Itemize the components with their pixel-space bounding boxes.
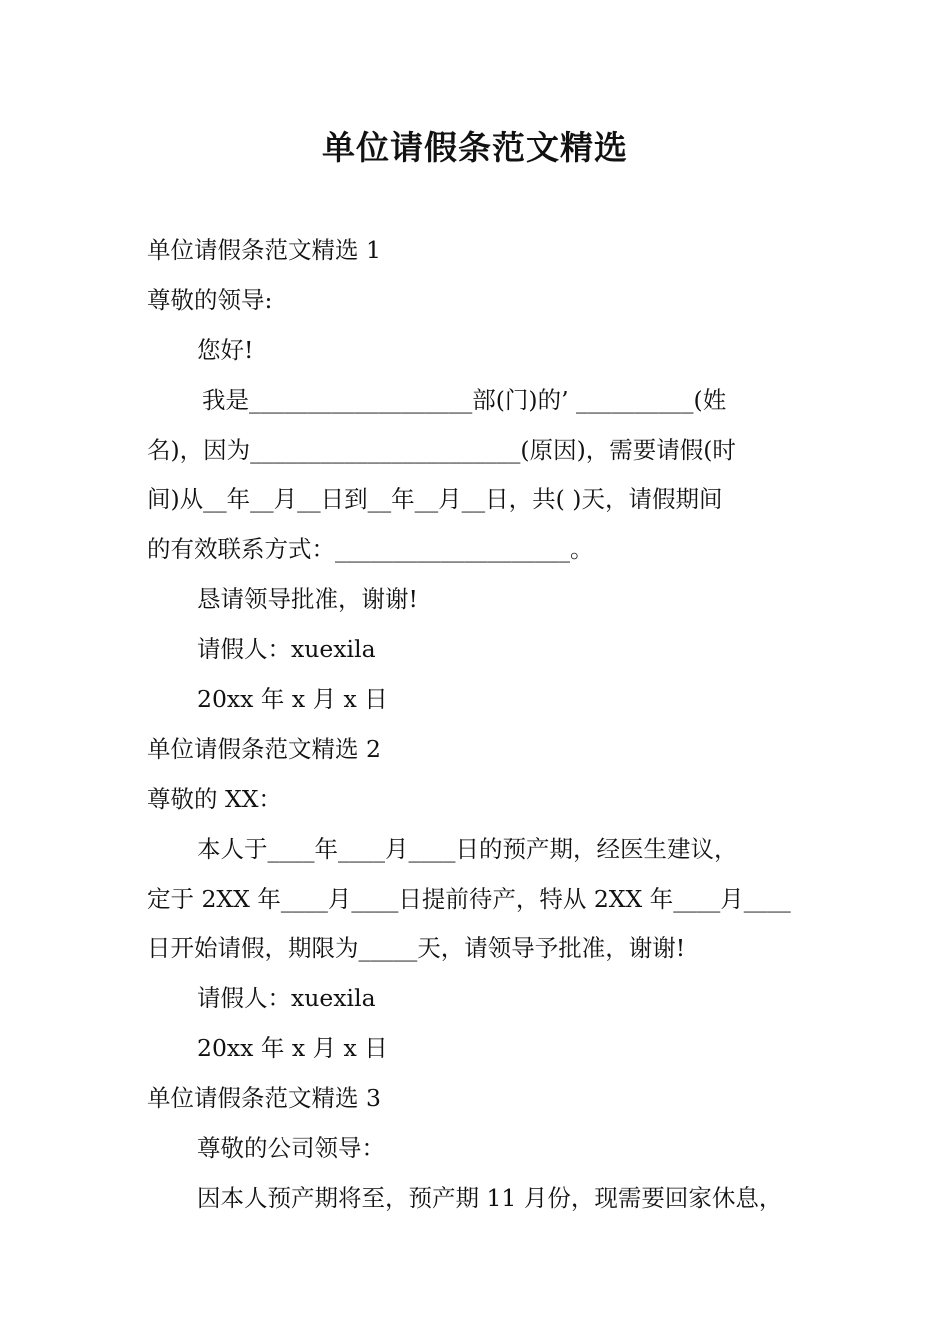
signature-date-1: 20xx 年 x 月 x 日 [197,685,388,714]
paragraph-line: 名)，因为_______________________(原因)，需要请假(时 [147,435,736,464]
paragraph-line: 日开始请假，期限为_____天，请领导予批准，谢谢! [147,934,686,963]
paragraph-line: 因本人预产期将至，预产期 11 月份，现需要回家休息， [197,1183,783,1212]
signature-name-1: 请假人：xuexila [197,635,376,664]
salutation-2: 尊敬的 XX： [147,784,282,813]
paragraph-line: 定于 2XX 年____月____日提前待产，特从 2XX 年____月____ [147,884,791,913]
greeting-1: 您好! [197,335,254,364]
request-line-1: 恳请领导批准，谢谢! [197,585,418,614]
salutation-3: 尊敬的公司领导： [197,1134,385,1163]
document-body [147,226,812,1224]
salutation-1: 尊敬的领导: [147,285,273,314]
section-heading-3: 单位请假条范文精选 3 [147,1084,381,1113]
paragraph-line: 的有效联系方式：____________________。 [147,535,594,564]
paragraph-line: 我是___________________部(门)的’ __________(姓 [202,385,727,414]
signature-date-2: 20xx 年 x 月 x 日 [197,1034,388,1063]
section-heading-2: 单位请假条范文精选 2 [147,734,381,763]
paragraph-line: 间)从__年__月__日到__年__月__日，共( )天，请假期间 [147,485,723,514]
paragraph-line: 本人于____年____月____日的预产期，经医生建议， [197,834,738,863]
document-title: 单位请假条范文精选 [322,128,628,167]
section-heading-1: 单位请假条范文精选 1 [147,236,381,264]
signature-name-2: 请假人：xuexila [197,984,376,1013]
